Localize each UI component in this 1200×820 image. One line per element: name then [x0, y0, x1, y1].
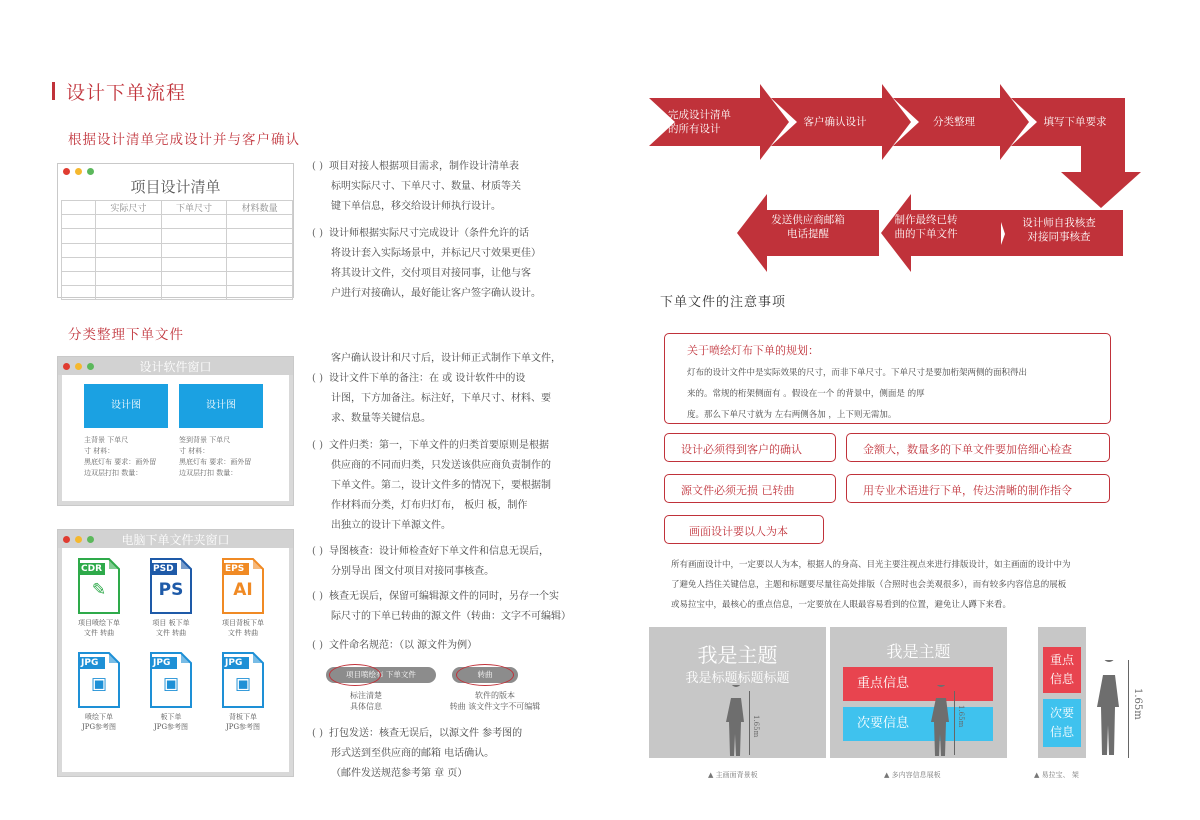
board-subtitle: 我是标题标题标题 — [685, 671, 790, 686]
board-caption: ▲ 易拉宝、 架 — [1034, 771, 1079, 779]
secondary-info-block: 次要信息 — [843, 707, 993, 741]
file-caption: 项目 板下单 文件 转曲 — [152, 619, 190, 637]
table-header-cell: 实际尺寸 — [96, 201, 162, 215]
minimize-dot-icon — [75, 168, 82, 175]
step-2-text: ( ) 设计师根据实际尺寸完成设计（条件允许的话 将设计套入实际场景中，并标记尺寸效果更佳） 将其设计文件，交付项目对接同事，让他与客 户进行对接确认，最好能让客户签字确认设计。 — [312, 228, 541, 299]
flow-step-7: 发送供应商邮箱 电话提醒 — [771, 214, 845, 240]
height-label: 1.65m — [752, 715, 760, 738]
table-header-cell — [62, 201, 96, 215]
flow-step-2: 客户确认设计 — [803, 116, 867, 128]
flow-step-3: 分类整理 — [933, 116, 975, 128]
table-row — [62, 271, 293, 285]
close-dot-icon — [63, 168, 70, 175]
rollup-banner — [1038, 627, 1086, 758]
file-type-glyph: ▣ — [90, 674, 108, 694]
jpg-file-icon[interactable] — [222, 652, 264, 706]
psd-file-icon[interactable] — [150, 558, 192, 612]
person-silhouette-icon — [930, 685, 952, 758]
notes-title: 下单文件的注意事项 — [660, 295, 787, 310]
file-type-glyph: ▣ — [234, 674, 252, 694]
height-label: 1.65m — [957, 705, 965, 728]
file-extension-label: JPG — [225, 658, 243, 668]
window-title: 设计软件窗口 — [139, 360, 212, 374]
lightbox-note-heading: 关于喷绘灯布下单的规划： — [687, 344, 819, 357]
step-4-text: ( ) 文件归类：第一，下单文件的归类首要原则是根据 供应商的不同而归类，只发送该供应商负责制作的 下单文件。第二，设计文件多的情况下，要根据制 作材料而分类，灯布归灯布， 板归 板，制作 出独立的设计下单源文件。 — [312, 440, 551, 531]
height-line — [1128, 660, 1129, 758]
design-image-1: 设计图 — [84, 384, 168, 428]
person-silhouette-icon — [725, 685, 747, 758]
section-title-classify: 分类整理下单文件 — [68, 327, 184, 343]
file-type-glyph: PS — [158, 580, 184, 600]
file-extension-label: JPG — [153, 658, 171, 668]
window-title: 项目设计清单 — [130, 178, 221, 196]
step-1-text: ( ) 项目对接人根据项目需求，制作设计清单表 标明实际尺寸、下单尺寸、数量、材质等关 键下单信息，移交给设计师执行设计。 — [312, 161, 521, 212]
tip-box-5: 画面设计要以人为本 — [664, 515, 824, 544]
flow-step-6: 制作最终已转 曲的下单文件 — [894, 214, 958, 240]
board-title: 我是主题 — [697, 643, 778, 667]
table-header-row — [62, 201, 293, 215]
filename-highlight-1 — [329, 664, 381, 686]
file-extension-label: PSD — [153, 564, 174, 574]
lightbox-note-box — [664, 333, 1111, 424]
step-3-text: 客户确认设计和尺寸后，设计师正式制作下单文件， ( ) 设计文件下单的备注：在 或 设计软件中的设 计图，下方加备注。标注好，下单尺寸、材料、要 求、数量等关键信息。 — [312, 353, 561, 424]
board-caption: ▲ 多内容信息展板 — [884, 771, 941, 779]
board-caption: ▲ 主画面背景板 — [708, 771, 758, 779]
file-caption: 喷绘下单 JPG参考图 — [81, 713, 117, 731]
file-folder-window — [57, 529, 294, 777]
height-label: 1.65m — [1132, 688, 1143, 720]
info-display-board — [830, 627, 1007, 758]
flow-step-4: 填写下单要求 — [1043, 116, 1107, 128]
flow-step-5: 设计师自我核查 对接同事核查 — [1022, 217, 1096, 243]
file-caption: 项目喷绘下单 文件 转曲 — [78, 619, 120, 637]
filename-caption-1: 标注清楚 具体信息 — [350, 691, 382, 711]
jpg-file-icon[interactable] — [150, 652, 192, 706]
file-caption: 板下单 JPG参考图 — [153, 713, 189, 731]
window-title: 电脑下单文件夹窗口 — [121, 533, 230, 547]
file-type-glyph: ▣ — [162, 674, 180, 694]
file-type-glyph: ✎ — [91, 580, 107, 600]
design-software-window — [57, 356, 294, 506]
design-list-table — [61, 200, 293, 300]
tip-box-2: 金额大，数量多的下单文件要加倍细心检查 — [846, 433, 1110, 462]
lightbox-note-body: 灯布的设计文件中是实际效果的尺寸，而非下单尺寸。下单尺寸是要加桁架两侧的面积得出 来的。常规的桁架侧面有 。假设在一个 的背景中，侧面是 的厚 度。那么下单尺寸就为 左右两侧各加 ，上下则无需加。 — [687, 368, 1028, 420]
person-silhouette-icon — [1094, 660, 1124, 760]
filename-pill-1: 项目喷绘布 下单文件 — [326, 667, 436, 683]
human-centered-text: 所有画面设计中，一定要以人为本，根据人的身高、目光主要注视点来进行排版设计，如主画面的设计中为 了避免人挡住关键信息，主题和标题要尽量往高处排版（合照时也会美观很多），而有较多内容信息的展板 或易拉宝中，最核心的重点信息，一定要放在人眼最容易看到的位置，避免让人蹲下来看。 — [671, 560, 1071, 610]
maximize-dot-icon — [87, 168, 94, 175]
cdr-file-icon[interactable] — [78, 558, 120, 612]
design-image-2: 设计图 — [179, 384, 263, 428]
filename-pill-2: 转曲 — [452, 667, 518, 683]
flow-step-1: 完成设计清单 的所有设计 — [668, 109, 731, 135]
step-5-text: ( ) 导图核查：设计师检查好下单文件和信息无误后， 分别导出 图文付项目对接同事核查。 — [312, 546, 549, 577]
file-caption: 背板下单 JPG参考图 — [225, 713, 261, 731]
step-6-text: ( ) 核查无误后，保留可编辑源文件的同时，另存一个实 际尺寸的下单已转曲的源文件（转曲：文字不可编辑） — [312, 591, 571, 622]
key-info-block: 重点 信息 — [1043, 647, 1081, 693]
eps-file-icon[interactable] — [222, 558, 264, 612]
file-type-glyph: AI — [233, 580, 253, 600]
file-extension-label: JPG — [81, 658, 99, 668]
table-row — [62, 229, 293, 243]
design-image-1-note: 主背景 下单尺 寸 材料： 黑底灯布 要求：画外留 边双层打扣 数量： — [84, 436, 157, 477]
step-7-text: ( ) 文件命名规范：（以 源文件为例） — [312, 640, 478, 651]
section-title-design-list: 根据设计清单完成设计并与客户确认 — [68, 132, 300, 148]
table-row — [62, 257, 293, 271]
design-image-2-note: 签到背景 下单尺 寸 材料： 黑底灯布 要求：画外留 边双层打扣 数量： — [179, 436, 252, 477]
table-header-cell: 下单尺寸 — [161, 201, 227, 215]
tip-box-4: 用专业术语进行下单，传达清晰的制作指令 — [846, 474, 1110, 503]
file-extension-label: CDR — [81, 564, 103, 574]
design-list-window — [57, 163, 294, 298]
step-8-text: ( ) 打包发送：核查无误后，以源文件 参考图的 形式送到至供应商的邮箱 电话确认。 （邮件发送规范参考第 章 页） — [312, 728, 523, 779]
board-title: 我是主题 — [886, 642, 951, 661]
table-header-cell: 材料数量 — [227, 201, 293, 215]
title-accent-bar — [52, 82, 55, 100]
key-info-block: 重点信息 — [843, 667, 993, 701]
tip-box-3: 源文件必须无损 已转曲 — [664, 474, 836, 503]
secondary-info-block: 次要 信息 — [1043, 699, 1081, 747]
table-row — [62, 215, 293, 229]
file-extension-label: EPS — [225, 564, 245, 574]
file-caption: 项目背板下单 文件 转曲 — [222, 619, 264, 637]
filename-highlight-2 — [456, 664, 514, 686]
table-row — [62, 243, 293, 257]
table-row — [62, 286, 293, 300]
page-title: 设计下单流程 — [66, 82, 187, 104]
jpg-file-icon[interactable] — [78, 652, 120, 706]
main-backdrop-board — [649, 627, 826, 758]
filename-caption-2: 软件的版本 转曲 该文件文字不可编辑 — [449, 691, 541, 711]
tip-box-1: 设计必须得到客户的确认 — [664, 433, 836, 462]
